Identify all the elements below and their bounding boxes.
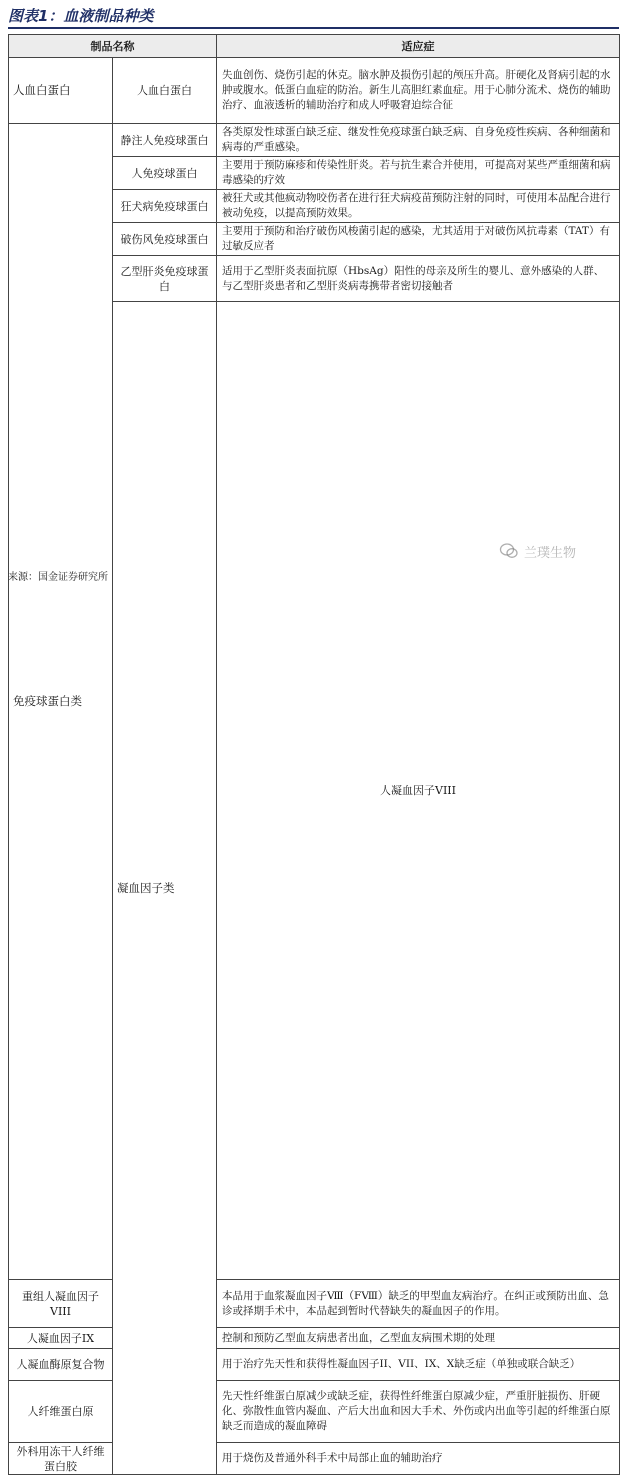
product-name: 重组人凝血因子VIII — [9, 1280, 113, 1328]
product-name: 静注人免疫球蛋白 — [113, 124, 217, 157]
table-row — [9, 1349, 620, 1381]
watermark-text: 兰璞生物 — [524, 545, 577, 561]
table-row — [9, 58, 620, 124]
product-name: 人凝血酶原复合物 — [9, 1349, 113, 1381]
source-note: 来源：国金证券研究所 — [8, 572, 108, 583]
watermark — [500, 540, 620, 562]
product-name: 人凝血因子VIII — [217, 302, 620, 1280]
product-indication: 各类原发性球蛋白缺乏症、继发性免疫球蛋白缺乏病、自身免疫性疾病、各种细菌和病毒的严重感染。 — [217, 124, 620, 157]
product-name: 破伤风免疫球蛋白 — [113, 223, 217, 256]
figure-title: 图表1：血液制品种类 — [8, 5, 619, 29]
table-header-row — [9, 35, 620, 58]
product-indication: 适用于乙型肝炎表面抗原（HbsAg）阳性的母亲及所生的婴儿、意外感染的人群、与乙型肝炎患者和乙型肝炎病毒携带者密切接触者 — [217, 256, 620, 302]
product-indication: 用于治疗先天性和获得性凝血因子II、VII、IX、X缺乏症（单独或联合缺乏） — [217, 1349, 620, 1381]
table-row — [9, 1328, 620, 1349]
table-row — [9, 124, 620, 157]
product-name: 人纤维蛋白原 — [9, 1381, 113, 1443]
category-coagulation-factor: 凝血因子类 — [113, 302, 217, 1475]
product-name: 狂犬病免疫球蛋白 — [113, 190, 217, 223]
blood-products-table — [8, 34, 620, 1475]
table-row — [9, 1280, 620, 1328]
product-indication: 控制和预防乙型血友病患者出血，乙型血友病围术期的处理 — [217, 1328, 620, 1349]
product-name: 外科用冻干人纤维蛋白胶 — [9, 1443, 113, 1475]
category-albumin: 人血白蛋白 — [9, 58, 113, 124]
table-row — [9, 1443, 620, 1475]
product-indication: 被狂犬或其他疯动物咬伤者在进行狂犬病疫苗预防注射的同时，可使用本品配合进行被动免疫，以提高预防效果。 — [217, 190, 620, 223]
wechat-icon — [500, 543, 518, 559]
header-product-name: 制品名称 — [9, 35, 217, 58]
product-indication: 主要用于预防麻疹和传染性肝炎。若与抗生素合并使用，可提高对某些严重细菌和病毒感染的疗效 — [217, 157, 620, 190]
header-indication: 适应症 — [217, 35, 620, 58]
product-indication: 本品用于血浆凝血因子Ⅷ（FⅧ）缺乏的甲型血友病治疗。在纠正或预防出血、急诊或择期手术中，本品起到暂时代替缺失的凝血因子的作用。 — [217, 1280, 620, 1328]
product-name: 人免疫球蛋白 — [113, 157, 217, 190]
product-indication: 主要用于预防和治疗破伤风梭菌引起的感染，尤其适用于对破伤风抗毒素（TAT）有过敏反应者 — [217, 223, 620, 256]
product-indication: 用于烧伤及普通外科手术中局部止血的辅助治疗 — [217, 1443, 620, 1475]
product-name: 人凝血因子IX — [9, 1328, 113, 1349]
table-row — [9, 1381, 620, 1443]
product-name: 乙型肝炎免疫球蛋白 — [113, 256, 217, 302]
category-immunoglobulin: 免疫球蛋白类 — [9, 124, 113, 1280]
product-indication: 失血创伤、烧伤引起的休克。脑水肿及损伤引起的颅压升高。肝硬化及肾病引起的水肿或腹水。低蛋白血症的防治。新生儿高胆红素血症。用于心肺分流术、烧伤的辅助治疗、血液透析的辅助治疗和成人呼吸窘迫综合征 — [217, 58, 620, 124]
product-name: 人血白蛋白 — [113, 58, 217, 124]
product-indication: 先天性纤维蛋白原减少或缺乏症，获得性纤维蛋白原减少症，严重肝脏损伤、肝硬化、弥散性血管内凝血、产后大出血和因大手术、外伤或内出血等引起的纤维蛋白原缺乏而造成的凝血障碍 — [217, 1381, 620, 1443]
